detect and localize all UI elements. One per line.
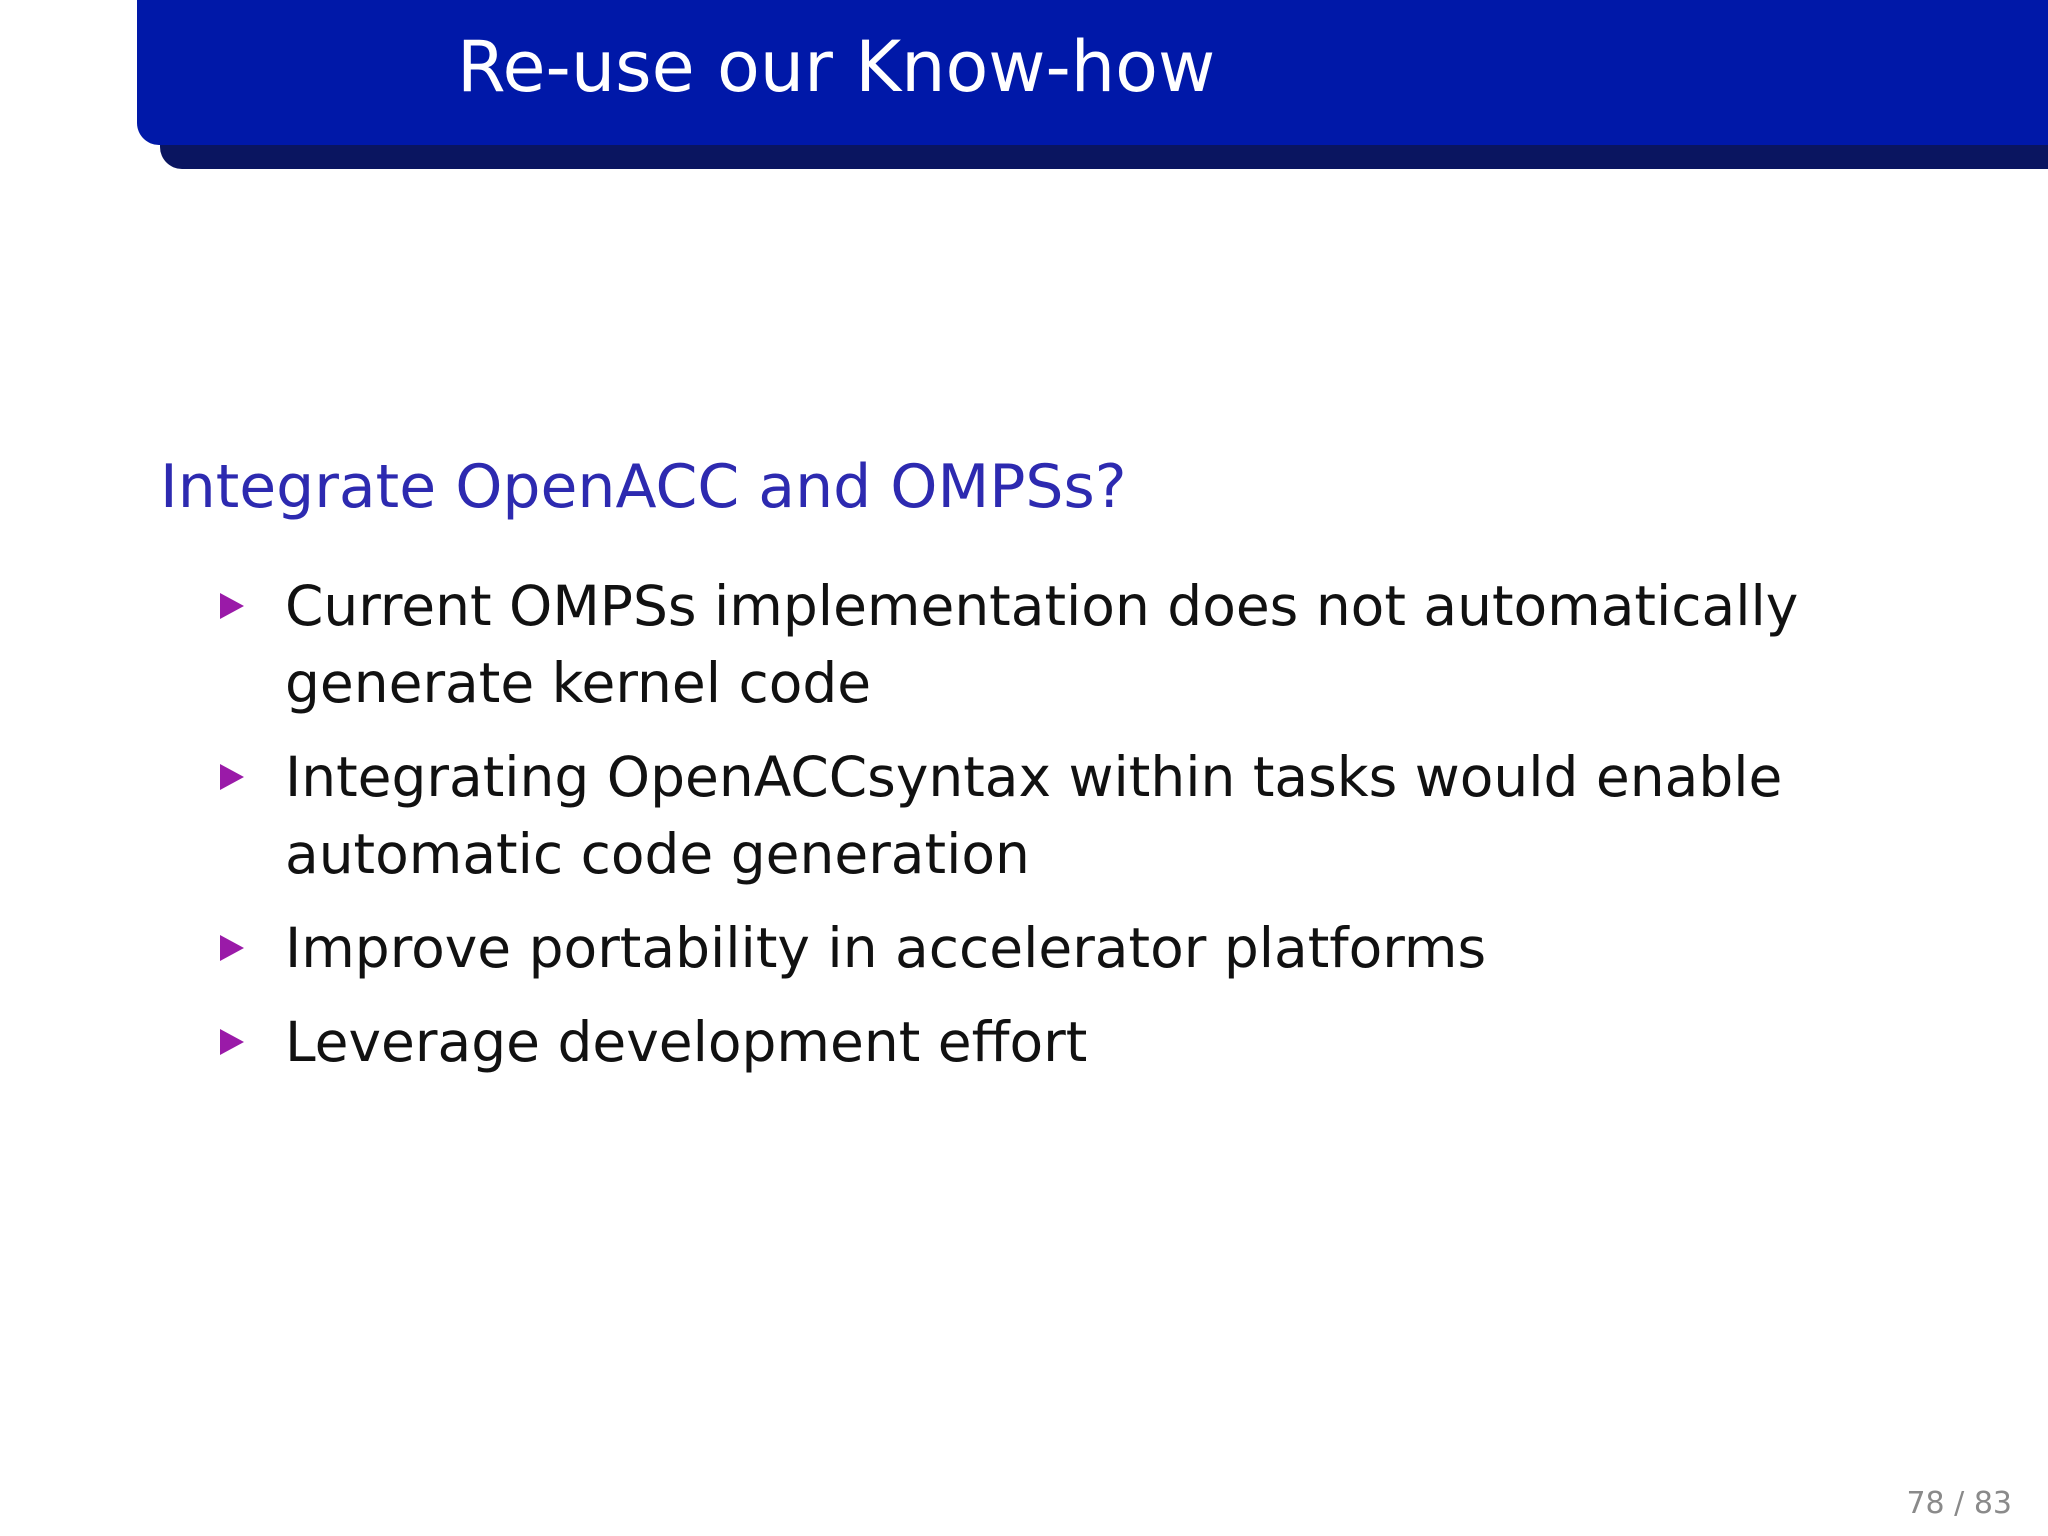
bullet-item: [215, 1004, 1835, 1081]
bullet-item: [215, 910, 1835, 987]
bullet-item: [215, 568, 1835, 722]
triangle-right-icon: [220, 935, 244, 961]
bullet-text: Integrating OpenACCsyntax within tasks would enable automatic code generation: [285, 745, 1783, 886]
triangle-right-icon: [220, 593, 244, 619]
page-number: 78 / 83: [1906, 1486, 2012, 1521]
bullet-text: Leverage development effort: [285, 1010, 1088, 1074]
bullet-list: [215, 568, 1835, 1098]
bullet-text: Improve portability in accelerator platforms: [285, 916, 1487, 980]
triangle-right-icon: [220, 764, 244, 790]
section-heading: Integrate OpenACC and OMPSs?: [160, 452, 1127, 522]
bullet-item: [215, 739, 1835, 893]
bullet-text: Current OMPSs implementation does not automatically generate kernel code: [285, 574, 1799, 715]
title-bar: [137, 0, 2048, 145]
slide-title: Re-use our Know-how: [457, 26, 1216, 108]
triangle-right-icon: [220, 1029, 244, 1055]
